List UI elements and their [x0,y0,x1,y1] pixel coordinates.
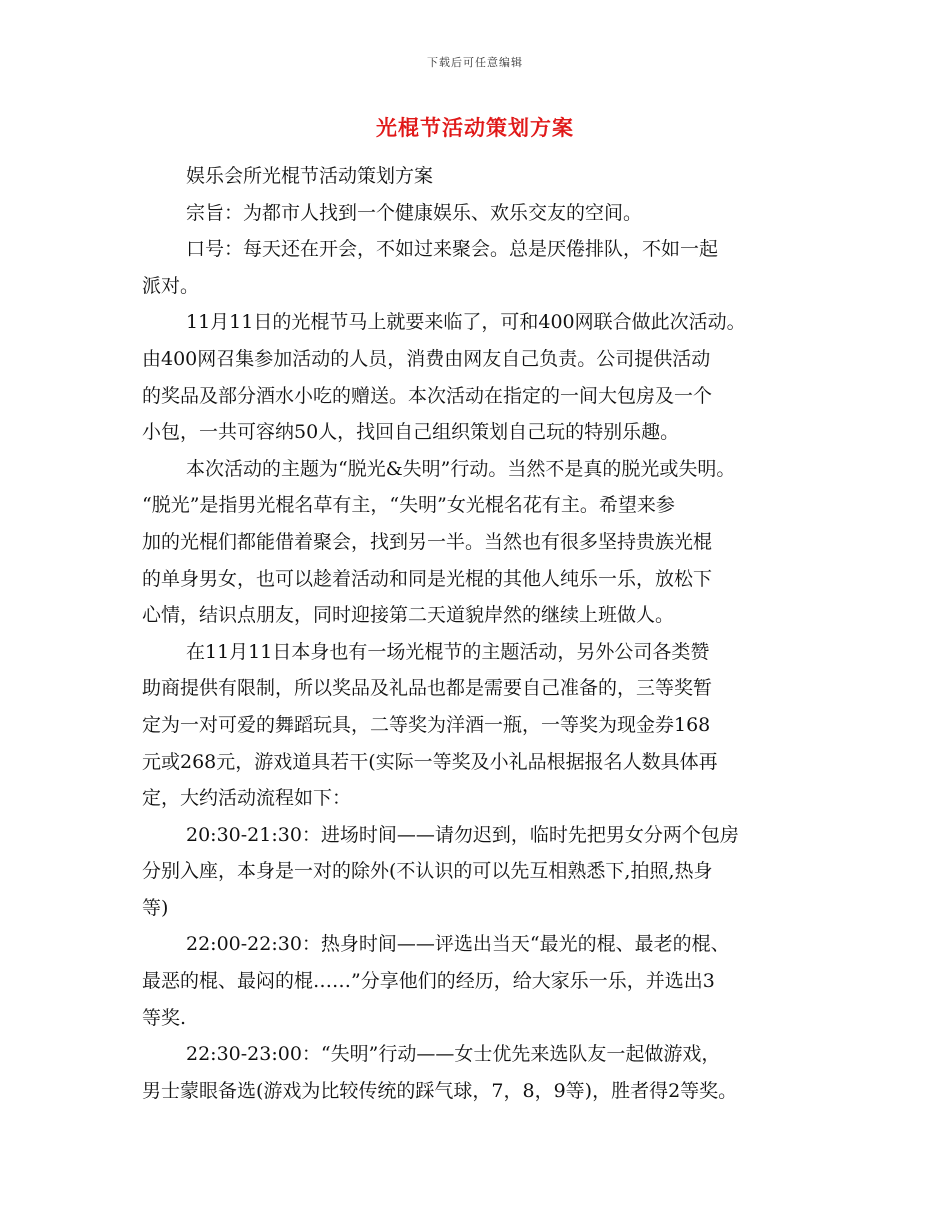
paragraph-line: 助商提供有限制，所以奖品及礼品也都是需要自己准备的，三等奖暂 [142,677,713,700]
paragraph-line: 的奖品及部分酒水小吃的赠送。本次活动在指定的一间大包房及一个 [142,384,713,407]
paragraph-line: 定，大约活动流程如下： [142,787,352,810]
paragraph [142,195,822,232]
paragraph [142,451,822,634]
paragraph-line: 由400网召集参加活动的人员，消费由网友自己负责。公司提供活动 [142,347,711,370]
paragraph-line: 定为一对可爱的舞蹈玩具，二等奖为洋酒一瓶，一等奖为现金券168 [142,713,711,736]
paragraph [142,817,822,927]
paragraph-line: “脱光”是指男光棍名草有主，“失明”女光棍名花有主。希望来参 [142,494,675,517]
paragraph-line: 11月11日的光棍节马上就要来临了，可和400网联合做此次活动。 [186,311,746,334]
header-note: 下载后可任意编辑 [427,56,523,69]
paragraph-line: 22:00-22:30：热身时间——评选出当天“最光的棍、最老的棍、 [186,933,730,956]
paragraph-line: 的单身男女，也可以趁着活动和同是光棍的其他人纯乐一乐，放松下 [142,567,713,590]
paragraph-line: 男士蒙眼备选(游戏为比较传统的踩气球，7，8，9等)，胜者得2等奖。 [142,1079,738,1102]
paragraph-line: 元或268元，游戏道具若干(实际一等奖及小礼品根据报名人数具体再 [142,750,718,773]
paragraph-line: 口号：每天还在开会，不如过来聚会。总是厌倦排队，不如一起 [186,238,719,261]
paragraph-line: 小包，一共可容纳50人，找回自己组织策划自己玩的特别乐趣。 [142,421,680,444]
paragraph [142,1036,822,1109]
paragraph-line: 最恶的棍、最闷的棍……”分享他们的经历，给大家乐一乐，并选出3 [142,970,715,993]
paragraph-line: 在11月11日本身也有一场光棍节的主题活动，另外公司各类赞 [186,640,710,663]
paragraph [142,926,822,1036]
document-body [142,158,822,1109]
paragraph-line: 加的光棍们都能借着聚会，找到另一半。当然也有很多坚持贵族光棍 [142,530,713,553]
paragraph-line: 分别入座，本身是一对的除外(不认识的可以先互相熟悉下,拍照,热身 [142,860,713,883]
paragraph-line: 娱乐会所光棍节活动策划方案 [186,165,434,187]
paragraph-line: 20:30-21:30：进场时间——请勿迟到，临时先把男女分两个包房 [186,823,739,846]
paragraph-line: 22:30-23:00：“失明”行动——女士优先来选队友一起做游戏， [186,1043,721,1066]
paragraph [142,304,822,450]
paragraph-line: 本次活动的主题为“脱光&失明”行动。当然不是真的脱光或失明。 [186,457,736,480]
paragraph-line: 宗旨：为都市人找到一个健康娱乐、欢乐交友的空间。 [186,201,643,224]
paragraph-line: 心情，结识点朋友，同时迎接第二天道貌岸然的继续上班做人。 [142,604,675,627]
paragraph-line: 等) [142,896,169,919]
paragraph-line: 等奖. [142,1006,187,1029]
paragraph [142,231,822,304]
paragraph [142,634,822,817]
paragraph [142,158,822,195]
document-title: 光棍节活动策划方案 [376,115,574,140]
paragraph-line: 派对。 [142,274,200,297]
